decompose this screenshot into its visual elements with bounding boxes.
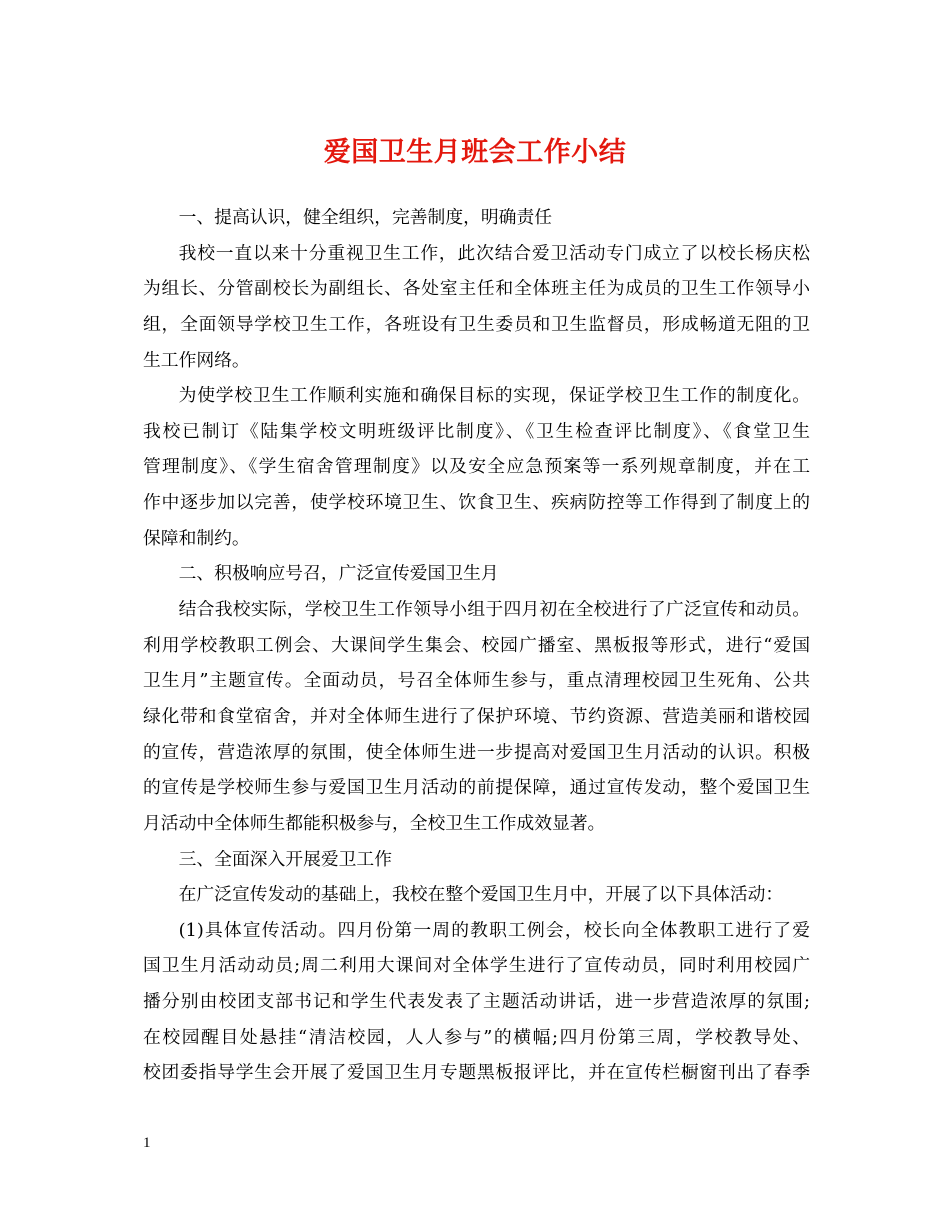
section: [143, 842, 810, 1091]
paragraph-line: 组，全面领导学校卫生工作，各班设有卫生委员和卫生监督员，形成畅道无阻的卫: [143, 313, 810, 335]
paragraph-line: 的宣传，营造浓厚的氛围，使全体师生进一步提高对爱国卫生月活动的认识。积极: [143, 741, 810, 763]
paragraph: [143, 913, 810, 1091]
document-title: 爱国卫生月班会工作小结: [323, 137, 627, 167]
paragraph-line: 我校一直以来十分重视卫生工作，此次结合爱卫活动专门成立了以校长杨庆松: [178, 242, 810, 264]
paragraph-line: 在广泛宣传发动的基础上，我校在整个爱国卫生月中，开展了以下具体活动：: [178, 884, 784, 906]
paragraph-line: 播分别由校团支部书记和学生代表发表了主题活动讲话，进一步营造浓厚的氛围;: [143, 991, 810, 1013]
section-heading: 二、积极响应号召，广泛宣传爱国卫生月: [178, 563, 499, 585]
page-number: 1: [143, 1135, 151, 1151]
paragraph-line: 结合我校实际，学校卫生工作领导小组于四月初在全校进行了广泛宣传和动员。: [178, 599, 810, 621]
paragraph-line: 在校园醒目处悬挂“清洁校园，人人参与”的横幅;四月份第三周，学校教导处、: [143, 1026, 810, 1048]
paragraph: [143, 236, 810, 379]
paragraph-line: 保障和制约。: [143, 527, 250, 549]
paragraph-line: 利用学校教职工例会、大课间学生集会、校园广播室、黑板报等形式，进行“爱国: [143, 634, 810, 656]
paragraph-line: 管理制度》、《学生宿舍管理制度》以及安全应急预案等一系列规章制度，并在工: [143, 456, 810, 478]
paragraph-line: 为组长、分管副校长为副组长、各处室主任和全体班主任为成员的卫生工作领导小: [143, 278, 810, 300]
paragraph-line: 为使学校卫生工作顺利实施和确保目标的实现，保证学校卫生工作的制度化。: [178, 385, 810, 407]
paragraph-line: 绿化带和食堂宿舍，并对全体师生进行了保护环境、节约资源、营造美丽和谐校园: [143, 705, 810, 727]
paragraph: [143, 592, 810, 841]
document-body: [143, 200, 810, 1091]
paragraph-line: 国卫生月活动动员;周二利用大课间对全体学生进行了宣传动员，同时利用校园广: [143, 955, 810, 977]
paragraph-line: 月活动中全体师生都能积极参与，全校卫生工作成效显著。: [143, 812, 606, 834]
paragraph-line: 的宣传是学校师生参与爱国卫生月活动的前提保障，通过宣传发动，整个爱国卫生: [143, 777, 810, 799]
paragraph-line: (1)具体宣传活动。四月份第一周的教职工例会，校长向全体教职工进行了爱: [178, 919, 810, 941]
section: [143, 556, 810, 841]
paragraph-line: 生工作网络。: [143, 349, 250, 371]
section: [143, 200, 810, 556]
section-heading: 三、全面深入开展爱卫工作: [178, 848, 392, 870]
paragraph: [143, 877, 810, 913]
paragraph-line: 卫生月”主题宣传。全面动员，号召全体师生参与，重点清理校园卫生死角、公共: [143, 670, 810, 692]
paragraph: [143, 378, 810, 556]
section-heading: 一、提高认识，健全组织，完善制度，明确责任: [178, 207, 553, 228]
paragraph-line: 校团委指导学生会开展了爱国卫生月专题黑板报评比，并在宣传栏橱窗刊出了春季: [143, 1062, 810, 1084]
paragraph-line: 我校已制订《陆集学校文明班级评比制度》、《卫生检查评比制度》、《食堂卫生: [143, 420, 810, 442]
paragraph-line: 作中逐步加以完善，使学校环境卫生、饮食卫生、疾病防控等工作得到了制度上的: [143, 492, 810, 514]
